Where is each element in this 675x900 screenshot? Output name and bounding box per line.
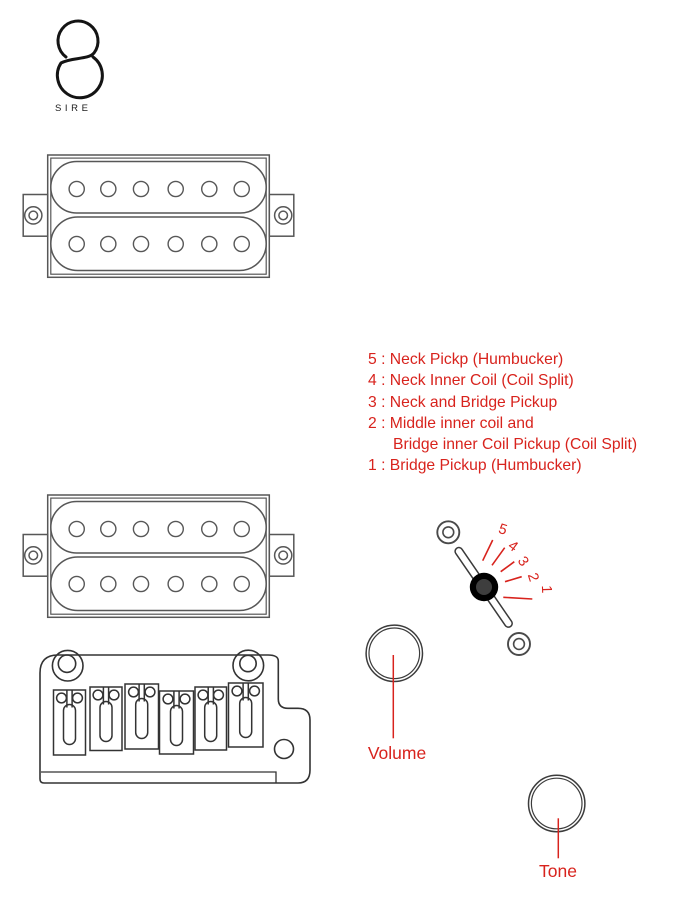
pickup-ear-right (269, 195, 294, 237)
switch-position-number-1: 1 (537, 584, 555, 594)
volume-knob-drawing (358, 618, 434, 744)
tremolo-bridge-drawing (28, 638, 320, 790)
tone-knob (529, 775, 585, 831)
tone-knob-drawing (522, 768, 594, 860)
legend-line: 4 : Neck Inner Coil (Coil Split) (368, 372, 574, 390)
pickup-baseplate (48, 155, 270, 277)
pickup-ear-left (23, 535, 48, 577)
pickup-selector-switch (428, 513, 563, 658)
switch-screw-top (437, 521, 459, 543)
sire-logo-icon (48, 16, 110, 104)
pickup-screw-right (275, 207, 292, 224)
bridge-saddles (54, 683, 264, 755)
bridge-pickup-drawing (22, 494, 295, 619)
volume-knob (366, 625, 422, 681)
pickup-screw-left (25, 547, 42, 564)
legend-line: 2 : Middle inner coil and (368, 414, 534, 432)
volume-label: Volume (367, 743, 427, 763)
legend-line: 5 : Neck Pickp (Humbucker) (368, 351, 564, 368)
pickup-ear-right (269, 535, 294, 577)
tone-label: Tone (539, 861, 577, 881)
saddle (125, 684, 159, 749)
neck-pickup-drawing (22, 154, 295, 279)
switch-position-number-5: 5 (496, 521, 510, 539)
saddle (90, 687, 122, 751)
legend-line: 1 : Bridge Pickup (Humbucker) (368, 457, 582, 475)
legend-line-continuation: Bridge inner Coil Pickup (Coil Split) (393, 436, 638, 454)
switch-position-number-4: 4 (504, 537, 521, 556)
saddle (160, 691, 194, 754)
pickup-baseplate (48, 495, 270, 617)
switch-screw-bottom (508, 633, 530, 655)
saddle (54, 690, 86, 755)
switch-position-number-3: 3 (513, 553, 532, 570)
pickup-screw-left (25, 207, 42, 224)
switch-position-number-2: 2 (523, 570, 542, 584)
pickup-screw-right (275, 547, 292, 564)
brand-wordmark: SIRE (55, 103, 92, 114)
tremolo-arm-hole (275, 740, 294, 759)
saddle (195, 687, 227, 750)
switch-position-legend (368, 349, 675, 477)
legend-line: 3 : Neck and Bridge Pickup (368, 393, 558, 411)
saddle (229, 683, 264, 747)
pickup-ear-left (23, 195, 48, 237)
